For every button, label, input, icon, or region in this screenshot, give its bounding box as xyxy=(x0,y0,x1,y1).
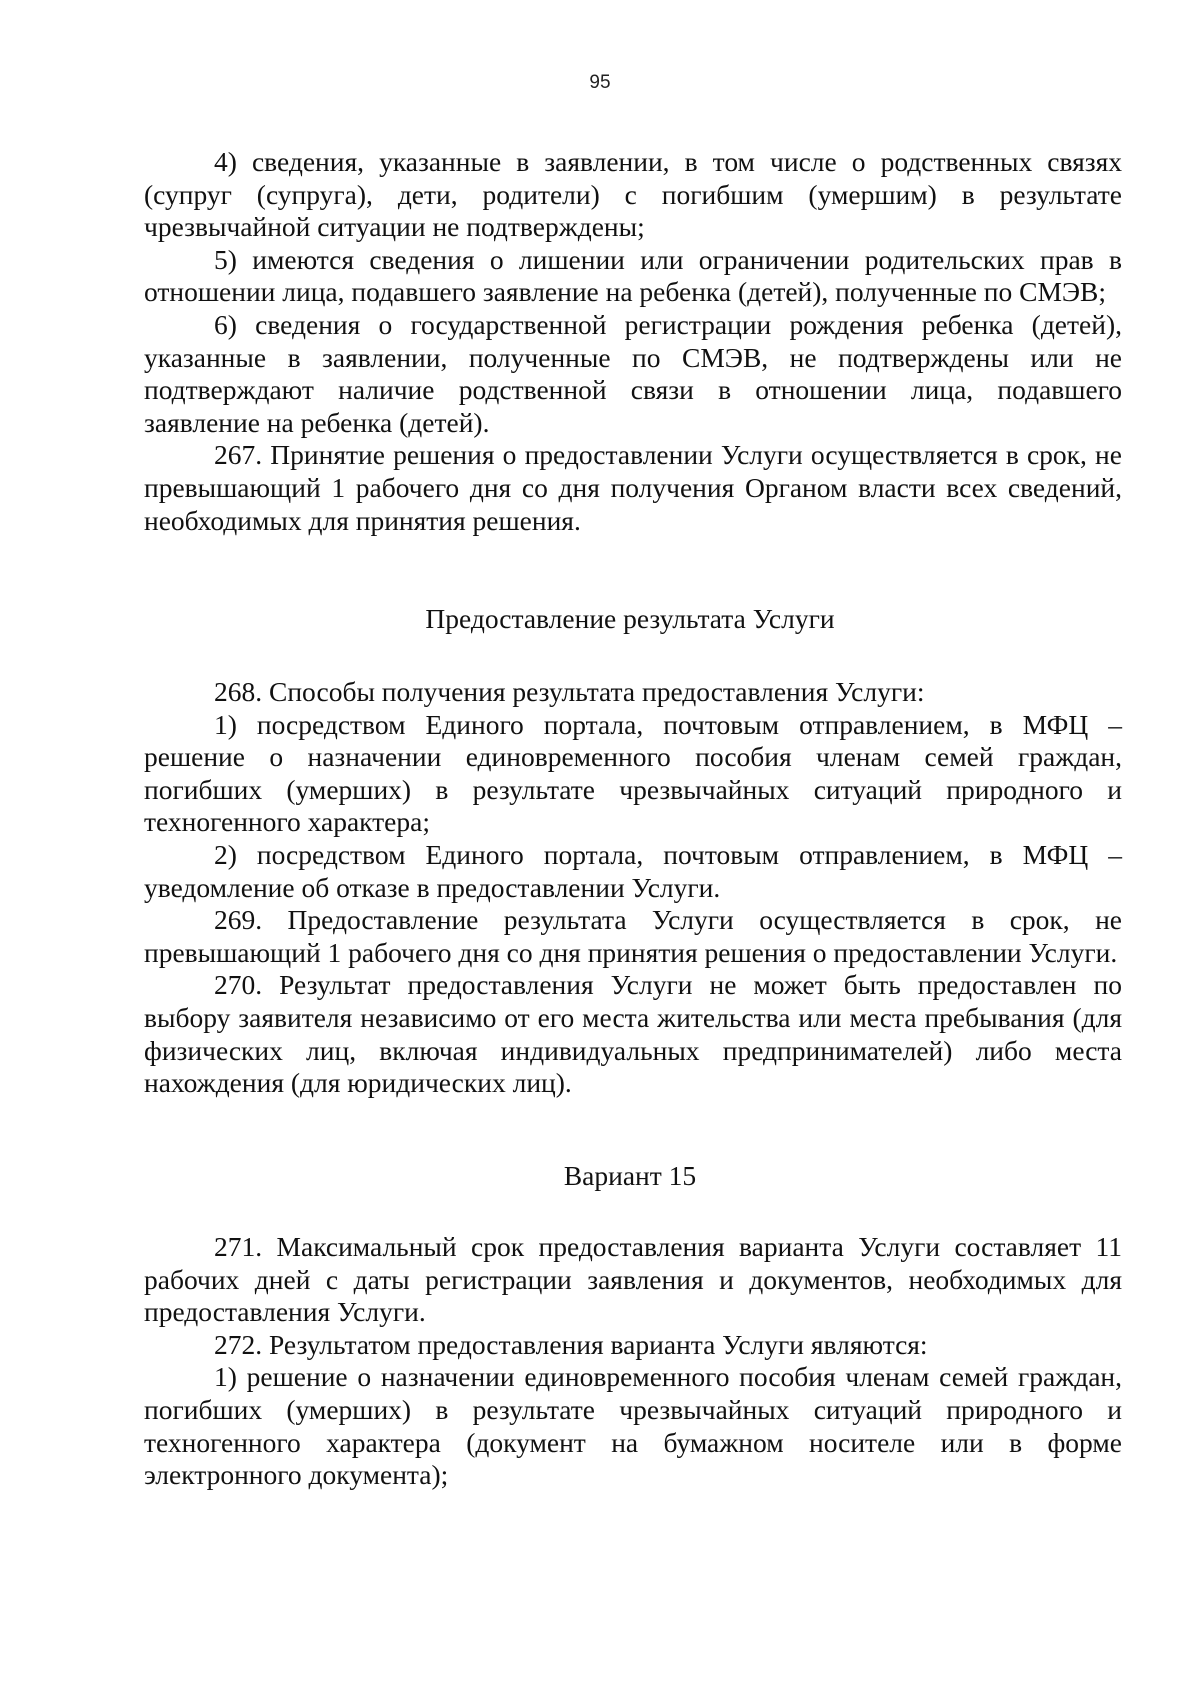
paragraph: 1) решение о назначении единовременного пособия членам семей граждан, погибших (умерших) в результате чрезвычайных ситуаций природного и техногенного характера (документ на бумажном носителе или в форме электронного документа); xyxy=(144,1361,1122,1491)
paragraph: 272. Результатом предоставления варианта Услуги являются: xyxy=(214,1328,928,1360)
paragraph: 1) посредством Единого портала, почтовым отправлением, в МФЦ – решение о назначении единовременного пособия членам семей граждан, погибших (умерших) в результате чрезвычайных ситуаций природного и техногенного характера; xyxy=(144,708,1122,838)
text-block-bottom xyxy=(144,1231,1122,1492)
paragraph: 268. Способы получения результата предоставления Услуги: xyxy=(214,676,925,707)
page-number: 95 xyxy=(589,72,611,93)
paragraph: 4) сведения, указанные в заявлении, в том числе о родственных связях (супруг (супруга), дети, родители) с погибшим (умершим) в результате чрезвычайной ситуации не подтверждены; xyxy=(144,146,1122,243)
paragraph: 2) посредством Единого портала, почтовым отправлением, в МФЦ – уведомление об отказе в предоставлении Услуги. xyxy=(144,838,1122,903)
section-heading-variant: Вариант 15 xyxy=(563,1160,697,1191)
text-block-middle xyxy=(144,676,1122,1100)
section-heading-result: Предоставление результата Услуги xyxy=(425,603,835,634)
text-block-top xyxy=(144,146,1122,537)
paragraph: 267. Принятие решения о предоставлении Услуги осуществляется в срок, не превышающий 1 рабочего дня со дня получения Органом власти всех сведений, необходимых для принятия решения. xyxy=(144,439,1122,536)
paragraph: 271. Максимальный срок предоставления варианта Услуги составляет 11 рабочих дней с даты регистрации заявления и документов, необходимых для предоставления Услуги. xyxy=(144,1231,1122,1328)
paragraph: 270. Результат предоставления Услуги не может быть предоставлен по выбору заявителя независимо от его места жительства или места пребывания (для физических лиц, включая индивидуальных предпринимателей) либо места нахождения (для юридических лиц). xyxy=(144,969,1122,1099)
paragraph: 269. Предоставление результата Услуги осуществляется в срок, не превышающий 1 рабочего дня со дня принятия решения о предоставлении Услуги. xyxy=(144,904,1122,968)
paragraph: 5) имеются сведения о лишении или ограничении родительских прав в отношении лица, подавшего заявление на ребенка (детей), полученные по СМЭВ; xyxy=(144,243,1122,308)
paragraph: 6) сведения о государственной регистрации рождения ребенка (детей), указанные в заявлении, полученные по СМЭВ, не подтверждены или не подтверждают наличие родственной связи в отношении лица, подавшего заявление на ребенка (детей). xyxy=(144,308,1122,438)
